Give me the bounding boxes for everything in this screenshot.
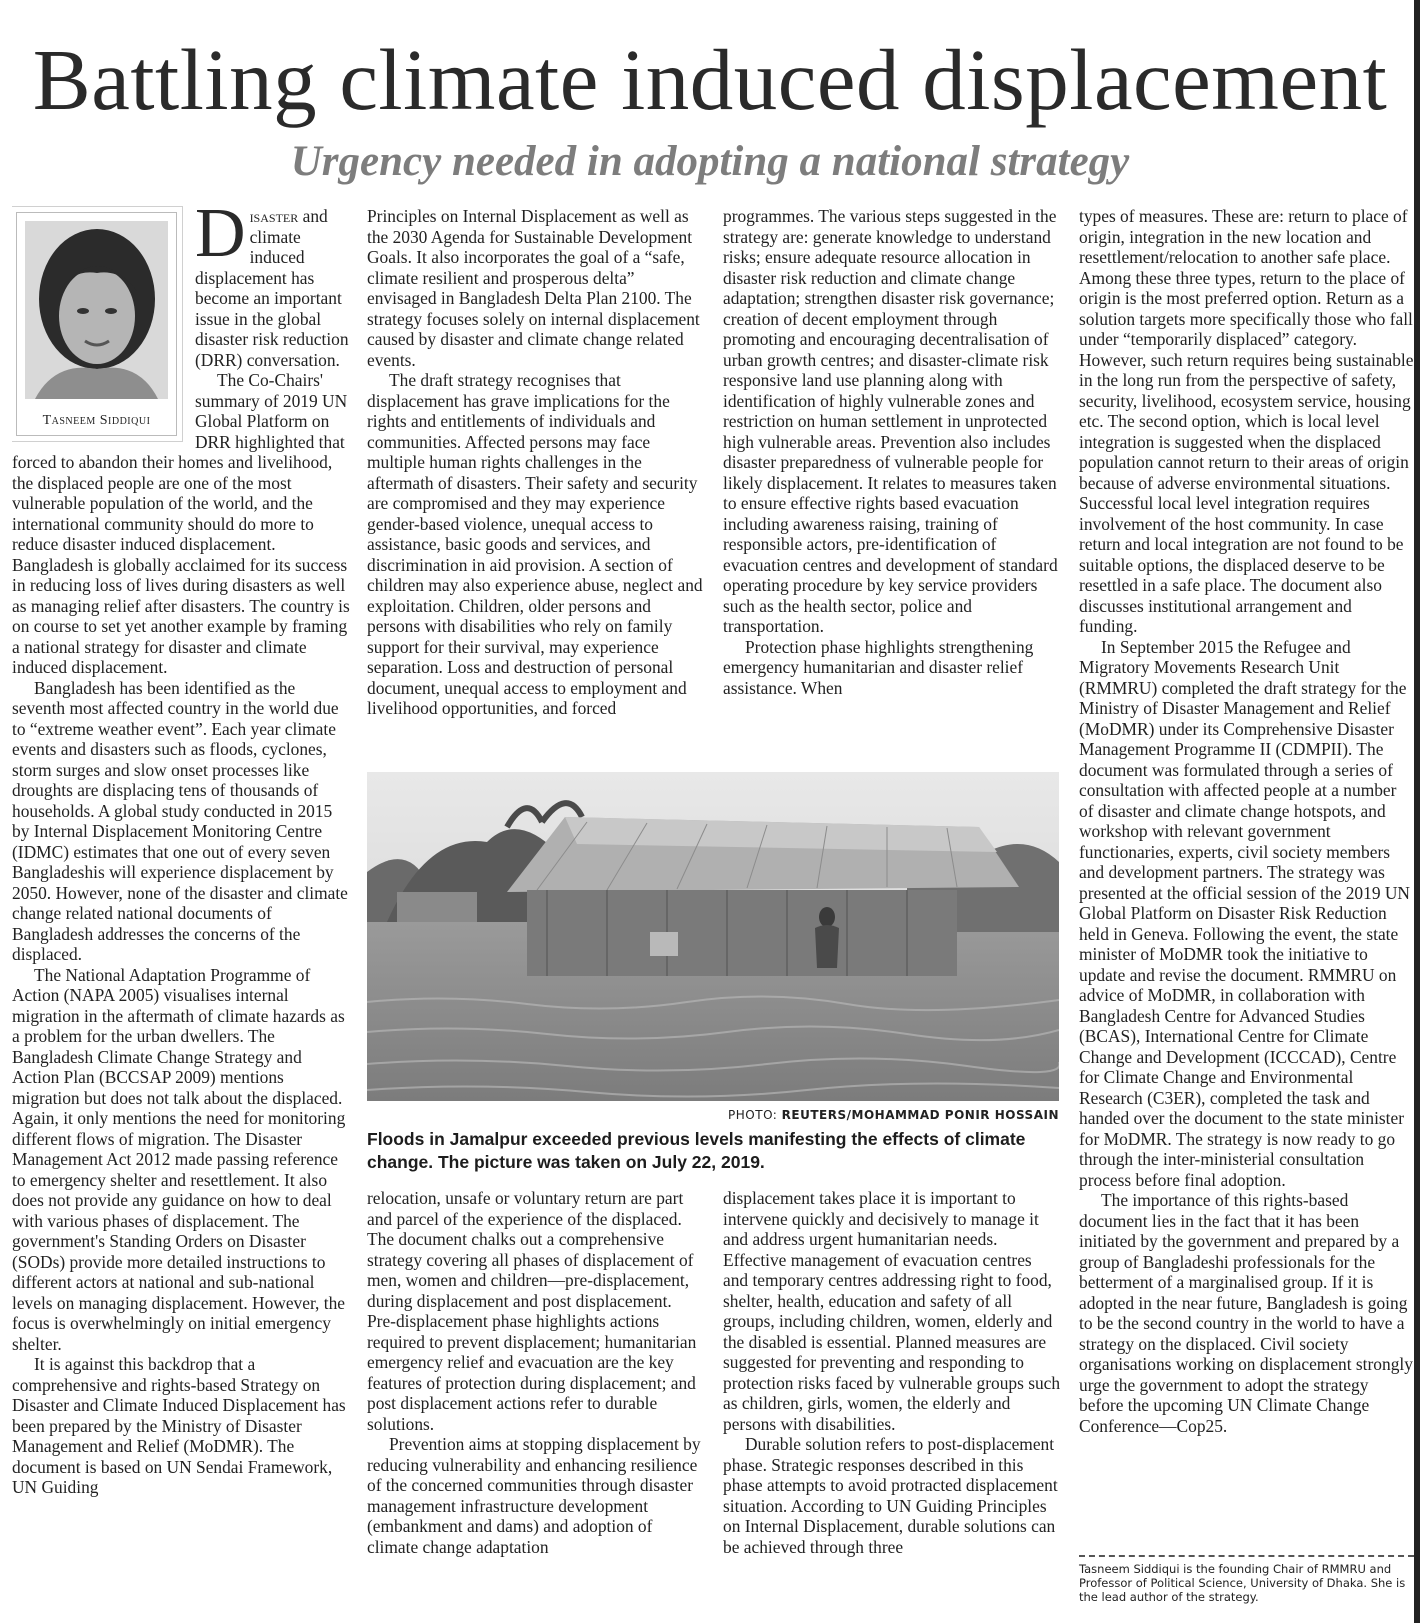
- author-portrait: [16, 212, 177, 436]
- photo-credit-name: REUTERS/MOHAMMAD PONIR HOSSAIN: [781, 1108, 1059, 1122]
- column-1: [12, 206, 350, 1620]
- paragraph: In September 2015 the Refugee and Migratory Movements Research Unit (RMMRU) completed the draft strategy for the Ministry of Disaster Management and Relief (MoDMR) under its Comprehensive Disaster Management Programme II (CDMPII). The document was formulated through a series of consultation with affected people at a number of disaster and climate change hotspots, and workshop with relevant government functionaries, experts, civil society members and development partners. The strategy was presented at the official session of the 2019 UN Global Platform on Disaster Risk Reduction held in Geneva. Following the event, the state minister of MoDMR took the initiative to update and revise the document. RMMRU on advice of MoDMR, in collaboration with Bangladesh Centre for Advanced Studies (BCAS), International Centre for Climate Change and Development (ICCCAD), Centre for Climate Change and Environmental Research (C3ER), completed the task and handed over the document to the state minister for MoDMR. The strategy is now ready to go through the inter-ministerial consultation process before final adoption.: [1079, 636, 1410, 1190]
- column-4: [1079, 206, 1414, 1554]
- paragraph: Durable solution refers to post-displacement phase. Strategic responses described in this phase attempts to avoid protracted displacement situation. According to UN Guiding Principles on Internal Displacement, durable solutions can be achieved through three: [723, 1434, 1058, 1557]
- paragraph: programmes. The various steps suggested in the strategy are: generate knowledge to understand risks; ensure adequate resource allocation in disaster risk reduction and climate change adaptation; strengthen disaster risk governance; creation of decent employment through promoting and encouraging decentralisation of urban growth centres; and disaster-climate risk responsive land use planning along with identification of highly vulnerable zones and restriction on human settlement in unprotected high vulnerable areas. Prevention also includes disaster preparedness of vulnerable people for likely displacement. It relates to measures taken to ensure effective rights based evacuation including awareness raising, training of responsible actors, pre-identification of evacuation centres and development of standard operating procedure by key service providers such as the health sector, police and transportation.: [723, 206, 1058, 636]
- paragraph: displacement takes place it is important to intervene quickly and decisively to manage it and address urgent humanitarian needs. Effective management of evacuation centres and temporary centres addressing right to food, shelter, health, education and safety of all groups, including children, women, elderly and the disabled is essential. Planned measures are suggested for preventing and responding to protection risks faced by vulnerable groups such as children, girls, women, the elderly and persons with disabilities.: [723, 1188, 1061, 1434]
- paragraph: Protection phase highlights strengthening emergency humanitarian and disaster relief assistance. When: [723, 636, 1034, 698]
- headline: Battling climate induced displacement: [32, 31, 1388, 128]
- photo-credit-prefix: PHOTO:: [728, 1108, 778, 1122]
- photo-credit: [367, 1108, 1059, 1122]
- right-page-edge: [1414, 0, 1420, 1623]
- author-byline: Tasneem Siddiqui: [42, 412, 151, 428]
- paragraph: Principles on Internal Displacement as well as the 2030 Agenda for Sustainable Development Goals. It also incorporates the goal of a “safe, climate resilient and prosperous delta” envisaged in Bangladesh Delta Plan 2100. The strategy focuses solely on internal displacement caused by disaster and climate change related events.: [367, 206, 700, 370]
- paragraph: The importance of this rights-based document lies in the fact that it has been initiated by the government and prepared by a group of Bangladeshi professionals for the betterment of a marginalised group. If it is adopted in the near future, Bangladesh is going to be the second country in the world to have a strategy on the displaced. Civil society organisations working on displacement strongly urge the government to adopt the strategy before the upcoming UN Climate Change Conference—Cop25.: [1079, 1190, 1413, 1436]
- column-2-top: [367, 206, 705, 754]
- lead-word: isaster: [249, 206, 299, 226]
- paragraph: Prevention aims at stopping displacement by reducing vulnerability and enhancing resilience of the concerned communities through disaster management infrastructure development (embankment and dams) and adoption of climate change adaptation: [367, 1434, 701, 1557]
- subheadline: Urgency needed in adopting a national strategy: [290, 138, 1130, 185]
- photo-caption: Floods in Jamalpur exceeded previous levels manifesting the effects of climate change. The picture was taken on July 22, 2019.: [367, 1129, 1026, 1172]
- column-2-bottom: [367, 1188, 705, 1620]
- column-3-bottom: [723, 1188, 1061, 1620]
- column-3-top: [723, 206, 1061, 754]
- paragraph: relocation, unsafe or voluntary return are part and parcel of the experience of the displaced. The document chalks out a comprehensive strategy covering all phases of displacement of men, women and children—pre-displacement, during displacement and post displacement. Pre-displacement phase highlights actions required to prevent displacement; humanitarian emergency relief and evacuation are the key features of protection during displacement; and post displacement actions refer to durable solutions.: [367, 1188, 697, 1434]
- lead-text: and climate induced displacement has become an important issue in the global disaster risk reduction (DRR) conversation.: [195, 206, 349, 370]
- flood-photo-image: [367, 772, 1059, 1101]
- footnote-divider: [1079, 1555, 1414, 1557]
- drop-cap: D: [195, 206, 246, 272]
- author-photo: [25, 221, 168, 399]
- paragraph: The Co-Chairs' summary of 2019 UN Global Platform on DRR highlighted that forced to abandon their homes and livelihood, the displaced people are one of the most vulnerable population of the world, and the international community should do more to reduce disaster induced displacement. Bangladesh is globally acclaimed for its success in reducing loss of lives during disasters as well as managing relief after disasters. The country is on course to set yet another example by framing a national strategy for disaster and climate induced displacement.: [12, 370, 350, 677]
- paragraph: The draft strategy recognises that displacement has grave implications for the rights and entitlements of individuals and communities. Affected persons may face multiple human rights challenges in the aftermath of disasters. Their safety and security are compromised and they may experience gender-based violence, unequal access to assistance, basic goods and services, and discrimination in aid provision. A section of children may also experience abuse, neglect and exploitation. Children, older persons and persons with disabilities who rely on family support for their survival, may experience separation. Loss and destruction of personal document, unequal access to employment and livelihood opportunities, and forced: [367, 370, 703, 718]
- paragraph: It is against this backdrop that a comprehensive and rights-based Strategy on Disaster and Climate Induced Displacement has been prepared by the Ministry of Disaster Management and Relief (MoDMR). The document is based on UN Sendai Framework, UN Guiding: [12, 1354, 346, 1497]
- paragraph: The National Adaptation Programme of Action (NAPA 2005) visualises internal migration in the aftermath of climate hazards as a problem for the urban dwellers. The Bangladesh Climate Change Strategy and Action Plan (BCCSAP 2009) mentions migration but does not talk about the displaced. Again, it only mentions the need for monitoring different flows of migration. The Disaster Management Act 2012 made passing reference to emergency shelter and resettlement. It also does not provide any guidance on how to deal with various phases of displacement. The government's Standing Orders on Disaster (SODs) provide more detailed instructions to different actors at national and sub-national levels on managing displacement. However, the focus is overwhelmingly on initial emergency shelter.: [12, 964, 346, 1354]
- paragraph: types of measures. These are: return to place of origin, integration in the new location and resettlement/relocation to another safe place. Among these three types, return to the place of origin is the most preferred option. Return as a solution targets more specifically those who fall under “temporarily displaced” category. However, such return requires being sustainable in the long run from the perspective of safety, security, livelihood, ecosystem service, housing etc. The second option, which is local level integration is suggested when the displaced population cannot return to their areas of origin because of adverse environmental situations. Successful local level integration requires involvement of the host community. In case return and local integration are not found to be suitable options, the displaced deserve to be resettled in a safe place. The document also discusses institutional arrangement and funding.: [1079, 206, 1414, 636]
- paragraph: Bangladesh has been identified as the seventh most affected country in the world due to “extreme weather event”. Each year climate events and disasters such as floods, cyclones, storm surges and slow onset processes like droughts are displacing tens of thousands of households. A global study conducted in 2015 by Internal Displacement Monitoring Centre (IDMC) estimates that one out of every seven Bangladeshis will experience displacement by 2050. However, none of the disaster and climate change related national documents of Bangladesh addresses the concerns of the displaced.: [12, 677, 348, 964]
- flood-photo: [367, 772, 1059, 1101]
- author-footnote: Tasneem Siddiqui is the founding Chair of RMMRU and Professor of Political Science, University of Dhaka. She is the lead author of the strategy.: [1079, 1562, 1406, 1604]
